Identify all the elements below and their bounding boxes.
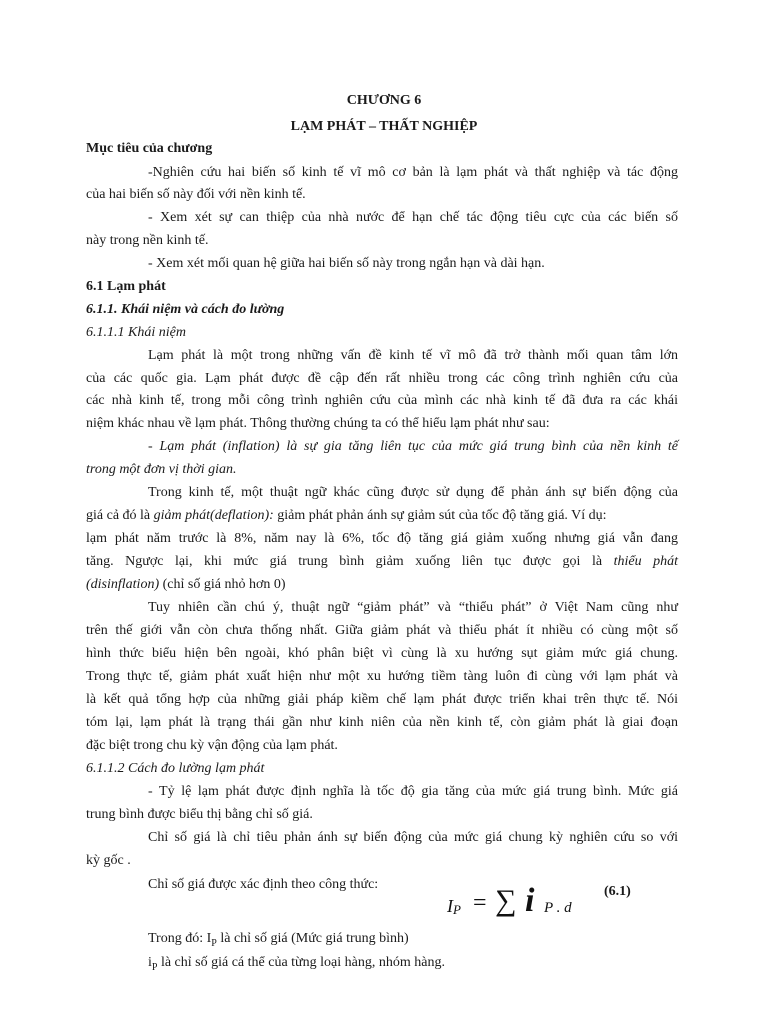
paragraph-line (86, 576, 286, 594)
formula-lhs-subscript: P (453, 902, 461, 917)
text-run: Trong đó: I (148, 931, 212, 946)
text-run: tăng. Ngược lại, khi mức giá trung bình giảm xuống liên tục được gọi là (86, 554, 614, 569)
formula-intro: Chỉ số giá được xác định theo công thức: (148, 877, 379, 892)
section-heading-6-1-1: 6.1.1. Khái niệm và cách đo lường (86, 302, 285, 317)
where-line (148, 930, 409, 953)
paragraph-line: Chỉ số giá là chỉ tiêu phản ánh sự biến động của mức giá chung kỳ nghiên cứu so với (148, 830, 678, 845)
text-run: là chỉ số giá (Mức giá trung bình) (216, 931, 409, 946)
objective-line: của hai biến số này đối với nền kinh tế. (86, 187, 306, 202)
disinflation-term: thiểu phát (613, 554, 678, 569)
paragraph-line: Tuy nhiên cần chú ý, thuật ngữ “giảm phát” và “thiểu phát” ở Việt Nam cũng như (148, 600, 678, 615)
inflation-definition: trong một đơn vị thời gian. (86, 462, 237, 477)
deflation-term: giảm phát(deflation): (153, 508, 274, 523)
ip-definition-line (148, 954, 445, 977)
text-run: i (148, 955, 152, 970)
formula-equals: = (473, 890, 487, 916)
text-run: (chỉ số giá nhỏ hơn 0) (159, 577, 286, 592)
formula-term: i (525, 882, 535, 919)
objective-line: này trong nền kinh tế. (86, 233, 209, 248)
paragraph-line: trung bình được biểu thị bằng chỉ số giá. (86, 807, 313, 822)
paragraph-line (86, 507, 607, 525)
paragraph-line: hình thức biểu hiện bên ngoài, khó phân biệt vì cùng là xu hướng sụt giảm mức giá chung. (86, 646, 678, 661)
formula-lhs (447, 896, 461, 917)
text-run: giảm phát phản ánh sự giảm sút của tốc độ tăng giá. Ví dụ: (273, 508, 607, 523)
paragraph-line: niệm khác nhau về lạm phát. Thông thường chúng ta có thể hiểu lạm phát như sau: (86, 416, 550, 431)
formula-lhs-symbol: I (447, 896, 453, 916)
text-run: giá cả đó là (86, 508, 154, 523)
paragraph-line: là kết quả tổng hợp của những giải pháp kiềm chế lạm phát được triển khai trên thực tế. Nói (86, 692, 678, 707)
paragraph-line: trên thế giới vẫn còn chưa thống nhất. Giữa giảm phát và thiểu phát ít nhiều có cùng một số (86, 623, 678, 638)
sum-symbol: ∑ (495, 884, 517, 917)
objective-line: -Nghiên cứu hai biến số kinh tế vĩ mô cơ bản là lạm phát và thất nghiệp và tác động (148, 165, 678, 180)
paragraph-line: Lạm phát là một trong những vấn đề kinh tế vĩ mô đã trở thành mối quan tâm lớn (148, 348, 678, 363)
paragraph-line (86, 553, 678, 571)
paragraph-line: - Tỷ lệ lạm phát được định nghĩa là tốc độ gia tăng của mức giá trung bình. Mức giá (148, 784, 678, 799)
price-index-formula (447, 880, 607, 920)
paragraph-line: các nhà kinh tế, trong mỗi công trình nghiên cứu của mình các nhà kinh tế đã đưa ra các khái (86, 393, 678, 408)
paragraph-line: Trong kinh tế, một thuật ngữ khác cũng được sử dụng để phản ánh sự biến động của (148, 485, 678, 500)
equation-number: (6.1) (604, 884, 631, 899)
objective-line: - Xem xét mối quan hệ giữa hai biến số này trong ngắn hạn và dài hạn. (148, 256, 545, 271)
chapter-title: LẠM PHÁT – THẤT NGHIỆP (290, 119, 478, 134)
disinflation-term-en: (disinflation) (86, 577, 160, 592)
paragraph-line: đặc biệt trong chu kỳ vận động của lạm phát. (86, 738, 338, 753)
section-heading-6-1: 6.1 Lạm phát (86, 279, 166, 294)
paragraph-line: kỳ gốc . (86, 853, 131, 868)
paragraph-line: lạm phát năm trước là 8%, năm nay là 6%, tốc độ tăng giá giảm xuống nhưng giá vẫn đang (86, 531, 678, 546)
paragraph-line: tóm lại, lạm phát là trạng thái gần như kinh niên của nền kinh tế, còn giảm phát là giai đoạn (86, 715, 678, 730)
section-heading-6-1-1-2: 6.1.1.2 Cách đo lường lạm phát (86, 761, 265, 776)
paragraph-line: Trong thực tế, giảm phát xuất hiện như một xu hướng tiềm tàng luôn đi cùng với lạm phát và (86, 669, 678, 684)
inflation-definition: - Lạm phát (inflation) là sự gia tăng liên tục của mức giá trung bình của nền kinh tế (148, 439, 678, 454)
subscript: P (211, 937, 217, 949)
objective-line: - Xem xét sự can thiệp của nhà nước để hạn chế tác động tiêu cực của các biến số (148, 210, 678, 225)
formula-term-subscript: P . d (544, 900, 572, 916)
paragraph-line: của các quốc gia. Lạm phát được đề cập đến rất nhiều trong các công trình nghiên cứu của (86, 371, 678, 386)
objectives-heading: Mục tiêu của chương (86, 141, 213, 156)
section-heading-6-1-1-1: 6.1.1.1 Khái niệm (86, 325, 186, 340)
text-run: là chỉ số giá cá thể của từng loại hàng, nhóm hàng. (157, 955, 445, 970)
subscript: P (151, 961, 158, 973)
chapter-number: CHƯƠNG 6 (346, 93, 422, 108)
